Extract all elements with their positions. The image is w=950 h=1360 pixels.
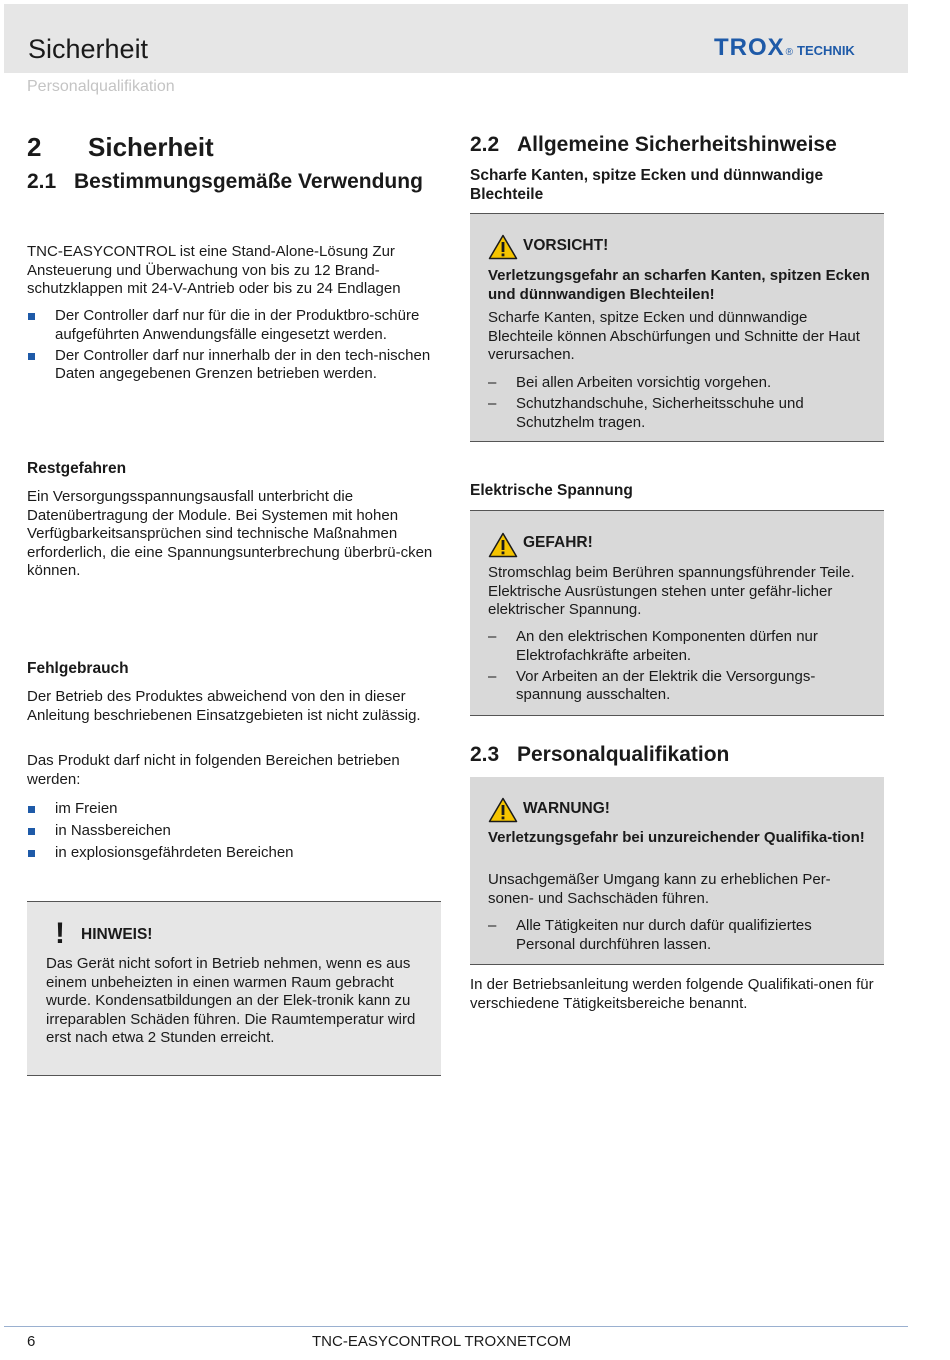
trox-logo [714,34,855,62]
logo-subtext: TECHNIK [797,43,855,58]
logo-registered-mark: ® [785,47,794,58]
gefahr-dash-list [488,628,873,707]
list-item: – An den elektrischen Komponenten dürfen nur Elektrofachkräfte arbeiten. [488,628,873,665]
list-item: – Alle Tätigkeiten nur durch dafür qualifiziertes Personal durchführen lassen. [488,917,873,954]
section-2-3-number: 2.3 [470,743,500,766]
logo-wordmark: TROX [714,34,785,61]
hinweis-box [27,901,441,1076]
vorsicht-text: Scharfe Kanten, spitze Ecken und dünnwandige Blechteile können Abschürfungen und Schnitte der Haut verursachen. [488,309,860,363]
fehlgebrauch-paragraph-1: Der Betrieb des Produktes abweichend von den in dieser Anleitung beschriebenen Einsatzgebieten ist nicht zulässig. [27,688,421,724]
warnung-box [470,777,884,965]
chapter-number: 2 [27,132,42,162]
gefahr-box [470,510,884,716]
exclamation-icon: ! [55,917,65,950]
hinweis-text: Das Gerät nicht sofort in Betrieb nehmen, wenn es aus einem unbeheizten in einen warmen Raum gebracht wurde. Kondensatbildungen an der Elek-tronik kann zu irreparablen Schäden führen. Die Raumtemperatur wird erst nach etwa 2 Stunden erreicht. [46,955,416,1046]
warning-triangle-icon [488,797,518,823]
fehlgebrauch-bullet-list [27,800,442,865]
page-number: 6 [27,1333,36,1350]
elektrische-spannung-heading: Elektrische Spannung [470,482,633,499]
header-title: Sicherheit [28,34,149,64]
vorsicht-bold-text: Verletzungsgefahr an scharfen Kanten, spitzen Ecken und dünnwandigen Blechteilen! [488,267,870,303]
footer-divider [4,1326,908,1327]
document-title: TNC-EASYCONTROL TROXNETCOM [312,1333,572,1350]
sharp-edges-heading: Scharfe Kanten, spitze Ecken und dünnwandige Blechteile [470,167,824,203]
vorsicht-dash-list [488,374,873,435]
list-item: Der Controller darf nur innerhalb der in den tech-nischen Daten angegebenen Grenzen betrieben werden. [27,347,442,384]
warning-triangle-icon [488,234,518,260]
section-2-2-heading [470,133,837,157]
section-2-1-title: Bestimmungsgemäße Verwendung [74,170,423,193]
restgefahren-paragraph: Ein Versorgungsspannungsausfall unterbricht die Datenübertragung der Module. Bei Systemen mit hohen Verfügbarkeitsansprüchen sind technische Maßnahmen erforderlich, die eine Spannungsunterbrechung überbrü-cken können. [27,488,433,579]
header-subtitle: Personalqualifikation [27,78,175,95]
list-item: in Nassbereichen [27,822,442,841]
gefahr-text: Stromschlag beim Berühren spannungsführender Teile. Elektrische Ausrüstungen stehen unter gefähr-licher elektrischer Spannung. [488,564,855,618]
hinweis-label: HINWEIS! [81,926,153,943]
section-2-3-title: Personalqualifikation [517,743,730,766]
list-item: in explosionsgefährdeten Bereichen [27,844,442,863]
gefahr-label: GEFAHR! [523,534,593,551]
fehlgebrauch-heading: Fehlgebrauch [27,660,129,677]
closing-paragraph: In der Betriebsanleitung werden folgende Qualifikati-onen für verschiedene Tätigkeitsbereiche benannt. [470,976,874,1012]
warning-triangle-icon [488,532,518,558]
list-item: Der Controller darf nur für die in der Produktbro-schüre aufgeführten Anwendungsfälle eingesetzt werden. [27,307,442,344]
list-item: – Vor Arbeiten an der Elektrik die Versorgungs-spannung ausschalten. [488,668,873,705]
warnung-text: Unsachgemäßer Umgang kann zu erheblichen Per-sonen- und Sachschäden führen. [488,871,831,907]
section-2-3-heading [470,743,729,767]
warnung-bold-text: Verletzungsgefahr bei unzureichender Qualifika-tion! [488,829,865,846]
fehlgebrauch-paragraph-2: Das Produkt darf nicht in folgenden Bereichen betrieben werden: [27,752,400,788]
list-item: – Schutzhandschuhe, Sicherheitsschuhe und Schutzhelm tragen. [488,395,873,432]
warnung-label: WARNUNG! [523,800,610,817]
vorsicht-label: VORSICHT! [523,237,609,254]
warnung-dash-list [488,917,873,957]
vorsicht-box [470,213,884,442]
chapter-title: Sicherheit [88,132,214,162]
section-2-1-number: 2.1 [27,170,57,193]
use-bullet-list [27,307,442,386]
restgefahren-heading: Restgefahren [27,460,127,477]
section-2-2-number: 2.2 [470,133,500,156]
section-2-1-heading [27,170,423,194]
list-item: – Bei allen Arbeiten vorsichtig vorgehen. [488,374,873,393]
list-item: im Freien [27,800,442,819]
intro-paragraph: TNC-EASYCONTROL ist eine Stand-Alone-Lösung Zur Ansteuerung und Überwachung von bis zu 12 Brand-schutzklappen mit 24-V-Antrieb oder bis zu 24 Endlagen [27,243,401,297]
page-header [4,4,908,73]
section-2-2-title: Allgemeine Sicherheitshinweise [517,133,837,156]
chapter-heading [27,132,214,163]
